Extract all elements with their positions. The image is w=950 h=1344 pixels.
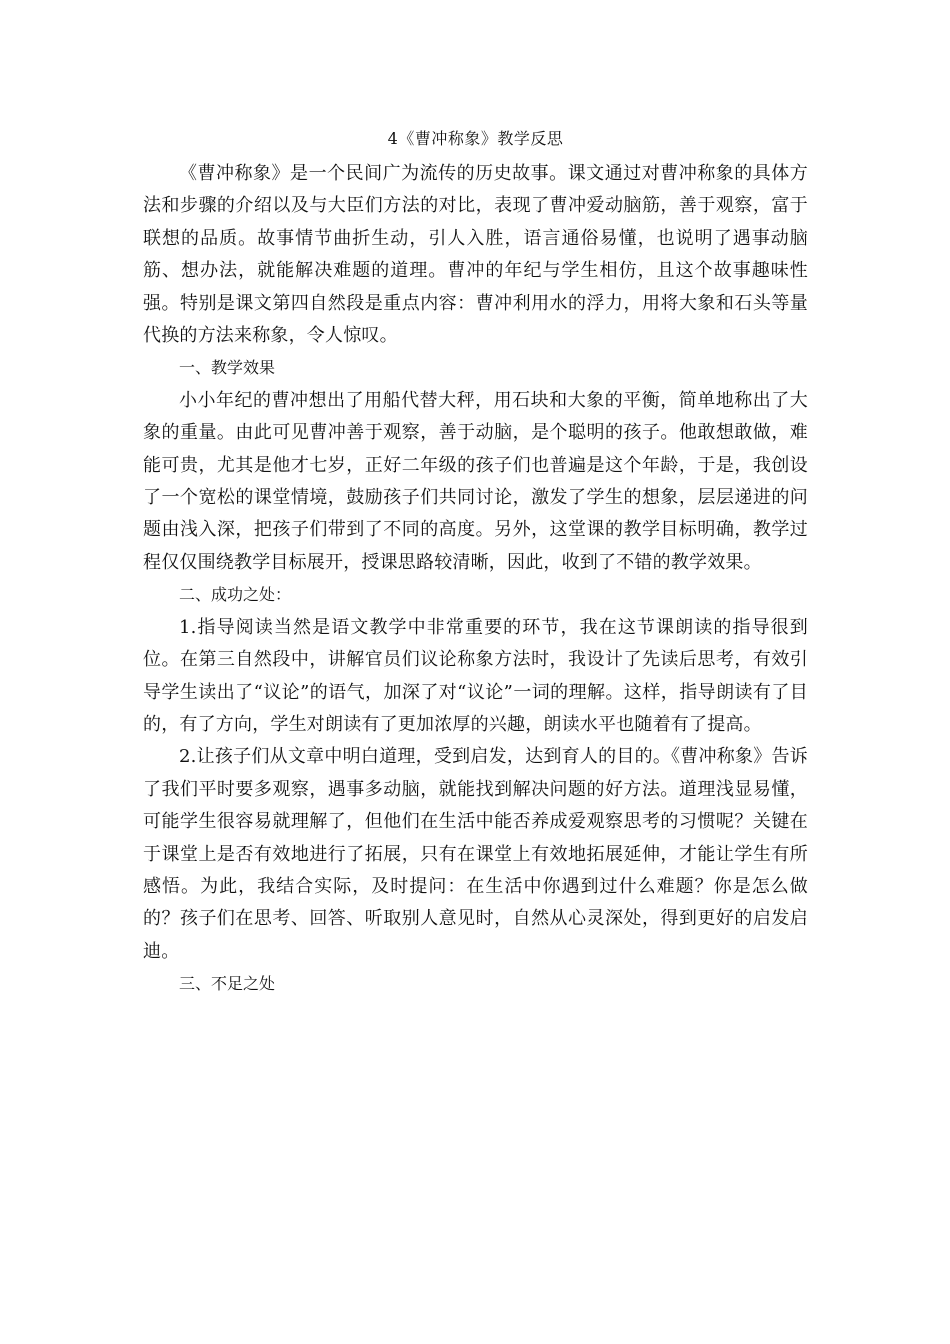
section-heading-shortcomings: 三、不足之处: [179, 974, 276, 994]
success-point-2: 2.让孩子们从文章中明白道理，受到启发，达到育人的目的。《曹冲称象》告诉了我们平时要多观察，遇事多动脑，就能找到解决问题的好方法。道理浅显易懂，可能学生很容易就理解了，但他们在生活中能否养成爱观察思考的习惯呢？关键在于课堂上是否有效地进行了拓展，只有在课堂上有效地拓展延伸，才能让学生有所感悟。为此，我结合实际，及时提问：在生活中你遇到过什么难题？你是怎么做的？孩子们在思考、回答、听取别人意见时，自然从心灵深处，得到更好的启发启迪。: [143, 746, 808, 962]
section-heading-teaching-effect: 一、教学效果: [179, 358, 276, 378]
section-heading-successes: 二、成功之处：: [179, 585, 292, 605]
teaching-effect-paragraph: 小小年纪的曹冲想出了用船代替大秤，用石块和大象的平衡，简单地称出了大象的重量。由此可见曹冲善于观察，善于动脑，是个聪明的孩子。他敢想敢做，难能可贵，尤其是他才七岁，正好二年级的孩子们也普遍是这个年龄，于是，我创设了一个宽松的课堂情境，鼓励孩子们共同讨论，激发了学生的想象，层层递进的问题由浅入深，把孩子们带到了不同的高度。另外，这堂课的教学目标明确，教学过程仅仅围绕教学目标展开，授课思路较清晰，因此，收到了不错的教学效果。: [143, 389, 808, 573]
document-title: 4《曹冲称象》教学反思: [387, 129, 564, 148]
document-page: [143, 120, 808, 1001]
success-point-1: 1.指导阅读当然是语文教学中非常重要的环节，我在这节课朗读的指导很到位。在第三自然段中，讲解官员们议论称象方法时，我设计了先读后思考，有效引导学生读出了“议论”的语气，加深了对“议论”一词的理解。这样，指导朗读有了目的，有了方向，学生对朗读有了更加浓厚的兴趣，朗读水平也随着有了提高。: [143, 616, 808, 735]
intro-paragraph: 《曹冲称象》是一个民间广为流传的历史故事。课文通过对曹冲称象的具体方法和步骤的介绍以及与大臣们方法的对比，表现了曹冲爱动脑筋，善于观察，富于联想的品质。故事情节曲折生动，引人入胜，语言通俗易懂，也说明了遇事动脑筋、想办法，就能解决难题的道理。曹冲的年纪与学生相仿，且这个故事趣味性强。特别是课文第四自然段是重点内容：曹冲利用水的浮力，用将大象和石头等量代换的方法来称象，令人惊叹。: [143, 163, 808, 347]
